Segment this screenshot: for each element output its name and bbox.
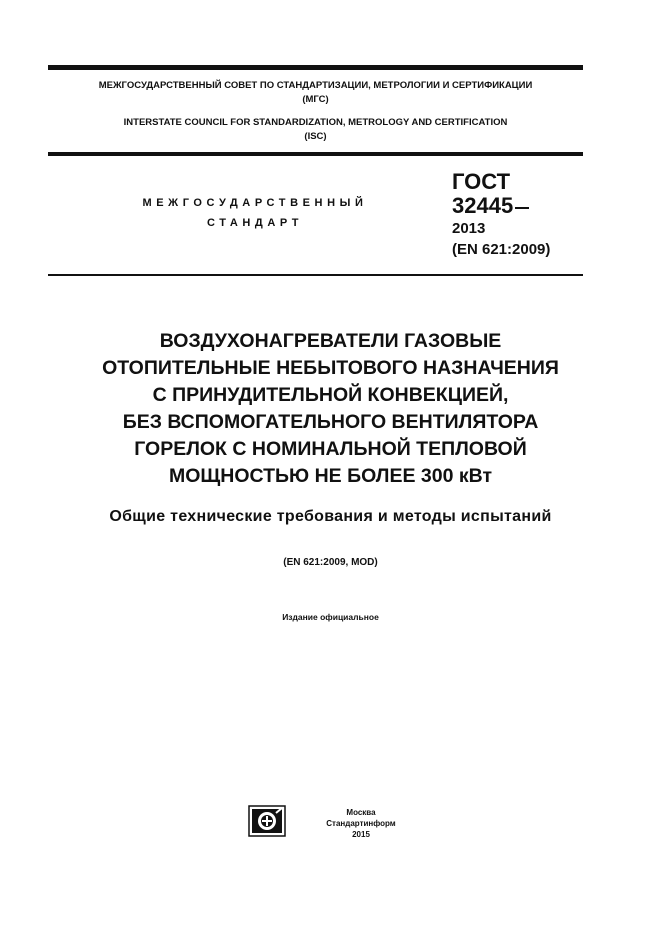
publisher-logo [248,805,286,837]
gost-dash [515,207,529,209]
document-title [20,328,641,490]
gost-number: 32445 [452,193,514,218]
council-ru: МЕЖГОСУДАРСТВЕННЫЙ СОВЕТ ПО СТАНДАРТИЗАЦИИ, МЕТРОЛОГИИ И СЕРТИФИКАЦИИ [98,80,533,91]
publisher-city: Москва [346,808,376,817]
gost-en-ref: (EN 621:2009) [452,241,551,258]
publisher-info [316,807,406,840]
header-rule [48,152,583,156]
standard-label-line1: МЕЖГОСУДАРСТВЕННЫЙ [142,197,368,209]
title-line-6: МОЩНОСТЬЮ НЕ БОЛЕЕ 300 кВт [169,465,492,487]
gost-number-row [452,194,550,218]
council-en-abbr: (ISC) [304,131,327,142]
designation-rule [48,274,583,276]
title-line-2: ОТОПИТЕЛЬНЫЕ НЕБЫТОВОГО НАЗНАЧЕНИЯ [102,357,559,379]
gost-label: ГОСТ [452,169,511,194]
publisher-year: 2015 [352,830,370,839]
title-line-4: БЕЗ ВСПОМОГАТЕЛЬНОГО ВЕНТИЛЯТОРА [122,411,539,433]
standard-label-line2: СТАНДАРТ [206,217,304,229]
modification-ref: (EN 621:2009, MOD) [283,557,378,568]
publisher-name: Стандартинформ [326,819,396,828]
edition-note: Издание официальное [282,612,379,622]
council-header [48,79,583,144]
title-line-1: ВОЗДУХОНАГРЕВАТЕЛИ ГАЗОВЫЕ [159,330,502,352]
title-line-3: С ПРИНУДИТЕЛЬНОЙ КОНВЕКЦИЕЙ, [152,384,509,406]
standard-label [120,193,390,233]
gost-year: 2013 [452,220,486,237]
top-rule [48,65,583,70]
document-subtitle: Общие технические требования и методы испытаний [109,508,552,525]
council-en: INTERSTATE COUNCIL FOR STANDARDIZATION, METROLOGY AND CERTIFICATION [123,117,508,128]
title-line-5: ГОРЕЛОК С НОМИНАЛЬНОЙ ТЕПЛОВОЙ [134,438,527,460]
gost-designation [452,170,550,260]
council-ru-abbr: (МГС) [302,94,329,105]
